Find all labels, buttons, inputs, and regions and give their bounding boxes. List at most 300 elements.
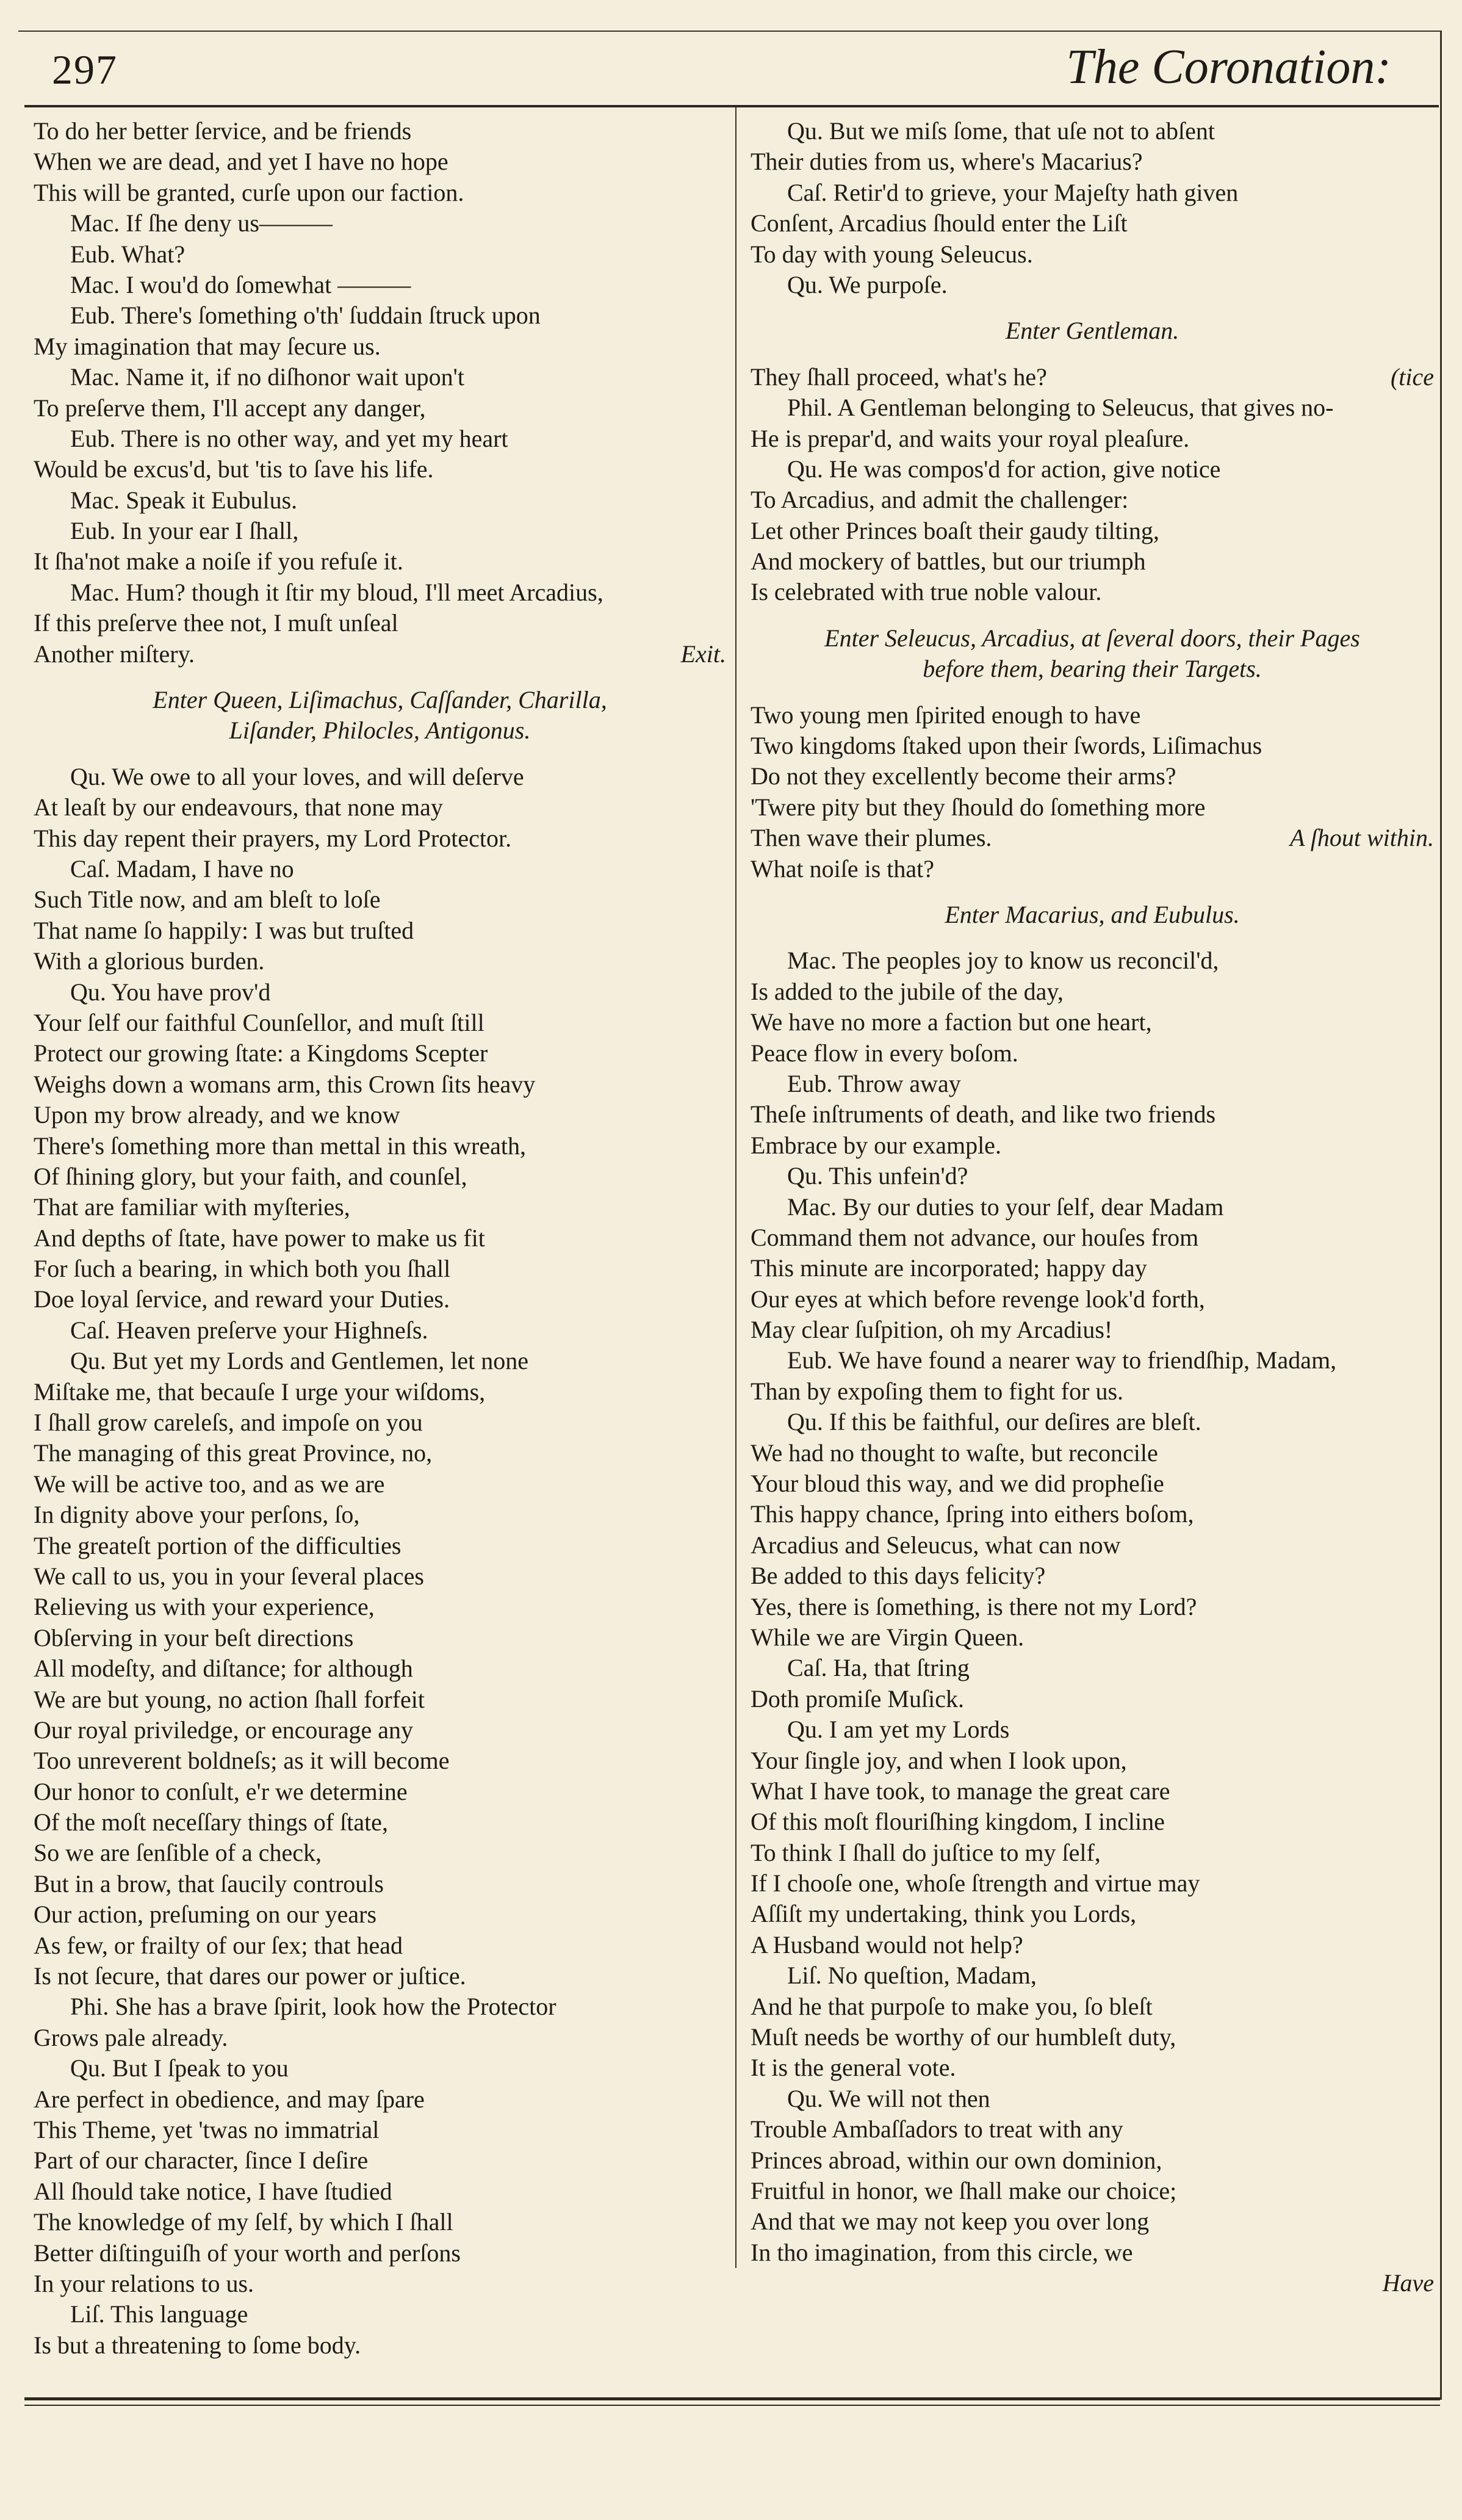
line-text: Of this moſt flouriſhing kingdom, I incline — [751, 1808, 1165, 1836]
line-text: Command them not advance, our houſes from — [751, 1223, 1199, 1251]
verse-line — [751, 1714, 1434, 1745]
stage-direction — [751, 654, 1434, 684]
verse-line — [34, 2207, 726, 2237]
line-text: We are but young, no action ſhall forfeit — [34, 1685, 425, 1713]
line-text: And depths of ſtate, have power to make us fit — [34, 1224, 485, 1252]
verse-line — [751, 1468, 1434, 1499]
verse-line — [34, 1223, 726, 1254]
stage-direction — [751, 623, 1434, 654]
line-text: Conſent, Arcadius ſhould enter the Liſt — [751, 209, 1128, 237]
line-text: A Husband would not help? — [751, 1930, 1023, 1959]
line-text: Mac. Speak it Eubulus. — [70, 486, 298, 514]
verse-line — [751, 2022, 1434, 2052]
line-text: Two young men ſpirited enough to have — [751, 701, 1141, 729]
verse-line — [34, 1161, 726, 1192]
line-text: Your ſelf our faithful Counſellor, and muſt ſtill — [34, 1008, 484, 1036]
line-text: Of the moſt neceſſary things of ſtate, — [34, 1808, 388, 1836]
right-aligned-text: Have — [1382, 2269, 1434, 2297]
line-text: For ſuch a bearing, in which both you ſhall — [34, 1255, 451, 1283]
verse-line — [34, 208, 726, 239]
line-text: My imagination that may ſecure us. — [34, 332, 381, 360]
line-text: Qu. If this be faithful, our deſires are bleſt. — [787, 1408, 1201, 1436]
verse-line — [34, 1254, 726, 1284]
verse-line — [751, 1899, 1434, 1929]
verse-line — [751, 1069, 1434, 1099]
line-text: It ſha'not make a noiſe if you refuſe it. — [34, 547, 403, 576]
line-text: Eub. Throw away — [787, 1069, 961, 1097]
verse-line — [34, 546, 726, 577]
verse-line — [751, 424, 1434, 454]
line-text: Arcadius and Seleucus, what can now — [751, 1531, 1121, 1559]
verse-line — [751, 1007, 1434, 1038]
line-text: It is the general vote. — [751, 2054, 956, 2082]
verse-line — [34, 1807, 726, 1838]
line-text: Eub. There's ſomething o'th' ſuddain ſtruck upon — [70, 301, 541, 330]
verse-line — [751, 1930, 1434, 1960]
line-text: With a glorious burden. — [34, 947, 265, 975]
line-text: Qu. We owe to all your loves, and will deſerve — [70, 762, 524, 790]
verse-line — [751, 1622, 1434, 1653]
verse-line — [751, 546, 1434, 577]
verse-line — [34, 608, 726, 638]
verse-line — [34, 1131, 726, 1161]
verse-line — [751, 1499, 1434, 1529]
verse-line — [34, 823, 726, 854]
line-text: Qu. We will not then — [787, 2084, 990, 2112]
verse-line — [751, 2145, 1434, 2176]
verse-line — [751, 854, 1434, 884]
verse-line — [34, 331, 726, 362]
line-text: Doe loyal ſervice, and reward your Duties. — [34, 1285, 450, 1313]
verse-line — [751, 700, 1434, 731]
line-text: Of ſhining glory, but your faith, and counſel, — [34, 1162, 467, 1190]
line-text: Their duties from us, where's Macarius? — [751, 148, 1143, 176]
verse-line — [751, 823, 1434, 853]
verse-line — [34, 1623, 726, 1653]
line-text: Caſ. Retir'd to grieve, your Majeſty hath given — [787, 178, 1239, 206]
line-text: Trouble Ambaſſadors to treat with any — [751, 2115, 1123, 2143]
verse-line — [34, 1961, 726, 1991]
verse-line — [34, 1930, 726, 1961]
verse-line — [34, 1438, 726, 1468]
verse-line — [34, 1653, 726, 1684]
verse-line — [751, 1192, 1434, 1222]
line-text: What I have took, to manage the great care — [751, 1777, 1170, 1805]
verse-line — [34, 915, 726, 946]
verse-line — [751, 1776, 1434, 1807]
line-text: Enter Gentleman. — [1005, 317, 1179, 345]
line-text: Qu. He was compos'd for action, give notice — [787, 455, 1221, 483]
verse-line — [34, 1777, 726, 1807]
line-text: We have no more a faction but one heart, — [751, 1008, 1152, 1036]
verse-line — [34, 2330, 726, 2361]
stage-direction — [34, 685, 726, 715]
verse-line — [751, 1284, 1434, 1315]
verse-line — [34, 577, 726, 608]
line-text: Yes, there is ſomething, is there not my Lord? — [751, 1592, 1197, 1620]
verse-line — [34, 2299, 726, 2330]
verse-line — [34, 1469, 726, 1500]
line-text: Your ſingle joy, and when I look upon, — [751, 1746, 1127, 1774]
line-text: We will be active too, and as we are — [34, 1470, 385, 1498]
line-text: Muſt needs be worthy of our humbleſt duty, — [751, 2023, 1176, 2051]
verse-line — [751, 485, 1434, 515]
verse-line — [34, 2084, 726, 2115]
line-text: Do not they excellently become their arms? — [751, 762, 1176, 790]
line-text: To Arcadius, and admit the challenger: — [751, 486, 1129, 514]
line-text: I ſhall grow careleſs, and impoſe on you — [34, 1409, 423, 1437]
verse-line — [34, 1346, 726, 1376]
line-text: before them, bearing their Targets. — [923, 655, 1262, 683]
verse-line — [34, 116, 726, 146]
line-text: Our action, preſuming on our years — [34, 1901, 377, 1929]
line-text: Than by expoſing them to fight for us. — [751, 1377, 1124, 1405]
line-text: At leaſt by our endeavours, that none may — [34, 793, 443, 821]
verse-line — [34, 1899, 726, 1930]
verse-line — [751, 1161, 1434, 1191]
verse-line — [751, 1530, 1434, 1561]
verse-line — [34, 1100, 726, 1130]
line-text: Mac. If ſhe deny us——— — [70, 209, 333, 237]
line-text: Another miſtery. — [34, 640, 195, 668]
line-text: Obſerving in your beſt directions — [34, 1623, 354, 1652]
line-text: Qu. I am yet my Lords — [787, 1716, 1010, 1744]
page-header — [24, 34, 1440, 107]
line-text: What noiſe is that? — [751, 854, 935, 883]
line-text: Qu. You have prov'd — [70, 978, 271, 1006]
line-text: Our honor to conſult, e'r we determine — [34, 1777, 408, 1805]
verse-line — [34, 2115, 726, 2145]
line-text: Enter Queen, Liſimachus, Caſſander, Charilla, — [153, 686, 607, 714]
line-text: Eub. There is no other way, and yet my heart — [70, 424, 508, 452]
verse-line — [34, 1838, 726, 1868]
line-text: This Theme, yet 'twas no immatrial — [34, 2116, 380, 2143]
line-text: So we are ſenſible of a check, — [34, 1839, 322, 1867]
line-text: Eub. In your ear I ſhall, — [70, 517, 299, 545]
verse-line — [751, 2268, 1434, 2298]
line-text: In dignity above your perſons, ſo, — [34, 1501, 360, 1529]
verse-line — [34, 146, 726, 177]
verse-line — [34, 2238, 726, 2269]
verse-line — [751, 2206, 1434, 2237]
line-text: He is prepar'd, and waits your royal pleaſure. — [751, 424, 1190, 452]
verse-line — [751, 116, 1434, 146]
line-text: Better diſtinguiſh of your worth and perſons — [34, 2239, 461, 2267]
verse-line — [34, 2053, 726, 2084]
line-text: Qu. This unfein'd? — [787, 1162, 968, 1190]
page-number: 297 — [52, 46, 118, 93]
verse-line — [34, 1284, 726, 1315]
verse-line — [751, 945, 1434, 976]
line-text: The greateſt portion of the difficulties — [34, 1531, 402, 1559]
verse-line — [34, 2145, 726, 2176]
verse-line — [751, 1561, 1434, 1591]
header-rule — [24, 105, 1439, 107]
verse-line — [34, 884, 726, 915]
verse-line — [34, 1407, 726, 1438]
verse-line — [751, 2114, 1434, 2145]
verse-line — [751, 516, 1434, 546]
verse-line — [751, 454, 1434, 485]
verse-line — [34, 1592, 726, 1622]
line-text: The managing of this great Province, no, — [34, 1439, 433, 1467]
verse-line — [751, 270, 1434, 300]
bottom-rule — [24, 2397, 1440, 2400]
verse-line — [751, 1407, 1434, 1437]
verse-line — [34, 1192, 726, 1222]
verse-line — [751, 1991, 1434, 2022]
line-text: This happy chance, ſpring into eithers boſom, — [751, 1500, 1194, 1528]
verse-line — [751, 2084, 1434, 2114]
line-text: Would be excus'd, but 'tis to ſave his life. — [34, 455, 434, 483]
verse-line — [751, 1345, 1434, 1376]
verse-line — [34, 424, 726, 454]
line-text: To day with young Seleucus. — [751, 240, 1033, 268]
verse-line — [34, 639, 726, 670]
line-text: Aſſiſt my undertaking, think you Lords, — [751, 1900, 1137, 1928]
verse-line — [751, 977, 1434, 1007]
line-text: Princes abroad, within our own dominion, — [751, 2146, 1162, 2174]
line-text: Phi. She has a brave ſpirit, look how the Protector — [70, 1993, 556, 2021]
right-aligned-text: A ſhout within. — [1290, 824, 1434, 852]
line-text: Liſ. This language — [70, 2300, 248, 2328]
line-text: Two kingdoms ſtaked upon their ſwords, Liſimachus — [751, 732, 1262, 760]
line-text: In your relations to us. — [34, 2269, 254, 2297]
column-divider — [735, 107, 736, 2268]
line-text: Mac. Hum? though it ſtir my bloud, I'll meet Arcadius, — [70, 578, 603, 606]
line-text: We call to us, you in your ſeveral places — [34, 1562, 424, 1590]
line-text: Qu. We purpoſe. — [787, 270, 948, 298]
line-text: Too unreverent boldneſs; as it will become — [34, 1747, 450, 1775]
verse-line — [751, 1253, 1434, 1283]
line-text: Is not ſecure, that dares our power or juſtice. — [34, 1962, 466, 1990]
verse-line — [34, 1531, 726, 1561]
verse-line — [34, 516, 726, 546]
verse-line — [751, 1130, 1434, 1161]
line-text: Qu. But yet my Lords and Gentlemen, let none — [70, 1347, 528, 1375]
line-text: Miſtake me, that becauſe I urge your wiſdoms, — [34, 1377, 486, 1406]
right-aligned-text: (tice — [1390, 363, 1434, 391]
line-text: Upon my brow already, and we know — [34, 1101, 400, 1129]
right-aligned-text: Exit. — [680, 640, 726, 668]
line-text: They ſhall proceed, what's he? — [751, 363, 1047, 391]
line-text: When we are dead, and yet I have no hope — [34, 148, 448, 176]
line-text: Are perfect in obedience, and may ſpare — [34, 2085, 425, 2113]
line-text: We had no thought to waſte, but reconcile — [751, 1439, 1158, 1467]
verse-line — [751, 1653, 1434, 1683]
verse-line — [751, 2176, 1434, 2206]
line-text: And he that purpoſe to make you, ſo bleſt — [751, 1992, 1153, 2020]
line-text: Phil. A Gentleman belonging to Seleucus, that gives no- — [787, 394, 1334, 422]
blank-line — [34, 746, 726, 762]
line-text: There's ſomething more than mettal in this wreath, — [34, 1132, 526, 1160]
verse-line — [751, 1592, 1434, 1622]
bottom-rule-thin — [24, 2405, 1440, 2406]
line-text: Our royal priviledge, or encourage any — [34, 1716, 413, 1744]
stage-direction — [751, 900, 1434, 930]
line-text: Be added to this days felicity? — [751, 1562, 1046, 1590]
verse-line — [751, 1222, 1434, 1253]
blank-line — [751, 930, 1434, 945]
verse-line — [34, 485, 726, 516]
verse-line — [751, 1438, 1434, 1468]
line-text: Then wave their plumes. — [751, 824, 992, 852]
verse-line — [34, 1008, 726, 1038]
line-text: That are familiar with myſteries, — [34, 1193, 350, 1221]
verse-line — [751, 392, 1434, 423]
line-text: To think I ſhall do juſtice to my ſelf, — [751, 1838, 1101, 1866]
verse-line — [751, 1315, 1434, 1345]
verse-line — [34, 2269, 726, 2299]
line-text: Mac. I wou'd do ſomewhat ——— — [70, 270, 411, 298]
line-text: This minute are incorporated; happy day — [751, 1254, 1147, 1282]
verse-line — [751, 1684, 1434, 1714]
verse-line — [751, 761, 1434, 792]
line-text: Enter Seleucus, Arcadius, at ſeveral doors, their Pages — [824, 624, 1360, 652]
line-text: Is celebrated with true noble valour. — [751, 578, 1102, 606]
line-text: This day repent their prayers, my Lord Protector. — [34, 824, 512, 852]
blank-line — [751, 608, 1434, 623]
verse-line — [34, 1991, 726, 2022]
line-text: Embrace by our example. — [751, 1131, 1001, 1159]
verse-line — [34, 946, 726, 977]
line-text: Weighs down a womans arm, this Crown ſits heavy — [34, 1070, 536, 1098]
verse-line — [751, 208, 1434, 239]
verse-line — [34, 1684, 726, 1715]
verse-line — [34, 1715, 726, 1746]
verse-line — [34, 762, 726, 792]
verse-line — [34, 792, 726, 823]
line-text: Your bloud this way, and we did propheſie — [751, 1470, 1164, 1498]
verse-line — [34, 1069, 726, 1100]
verse-line — [751, 1868, 1434, 1899]
verse-line — [751, 1960, 1434, 1991]
line-text: All modeſty, and diſtance; for although — [34, 1655, 413, 1683]
line-text: Qu. But we miſs ſome, that uſe not to abſent — [787, 117, 1215, 145]
line-text: Qu. But I ſpeak to you — [70, 2054, 289, 2082]
verse-line — [34, 1315, 726, 1346]
right-column — [751, 116, 1434, 2299]
verse-line — [751, 239, 1434, 270]
verse-line — [34, 300, 726, 331]
line-text: All ſhould take notice, I have ſtudied — [34, 2177, 392, 2205]
blank-line — [751, 300, 1434, 316]
verse-line — [751, 2052, 1434, 2083]
verse-line — [34, 854, 726, 884]
line-text: Liſ. No queſtion, Madam, — [787, 1962, 1037, 1990]
line-text: Our eyes at which before revenge look'd forth, — [751, 1285, 1205, 1313]
line-text: And that we may not keep you over long — [751, 2208, 1150, 2236]
verse-line — [751, 1099, 1434, 1130]
verse-line — [34, 1561, 726, 1592]
verse-line — [34, 1869, 726, 1899]
line-text: Such Title now, and am bleſt to loſe — [34, 886, 381, 914]
verse-line — [34, 178, 726, 208]
line-text: As few, or frailty of our ſex; that head — [34, 1931, 403, 1959]
verse-line — [34, 1377, 726, 1407]
line-text: Relieving us with your experience, — [34, 1593, 375, 1621]
running-title: The Coronation: — [1066, 40, 1391, 94]
verse-line — [34, 2176, 726, 2207]
line-text: Doth promiſe Muſick. — [751, 1684, 964, 1713]
verse-line — [751, 792, 1434, 823]
stage-direction — [751, 316, 1434, 346]
verse-line — [34, 270, 726, 300]
line-text: Theſe inſtruments of death, and like two friends — [751, 1100, 1216, 1128]
line-text: To do her better ſervice, and be friends — [34, 117, 412, 145]
line-text: Mac. The peoples joy to know us reconcil'd, — [787, 947, 1219, 975]
verse-line — [751, 1838, 1434, 1868]
line-text: 'Twere pity but they ſhould do ſomething more — [751, 793, 1206, 821]
line-text: Protect our growing ſtate: a Kingdoms Scepter — [34, 1039, 488, 1067]
verse-line — [751, 146, 1434, 177]
line-text: In tho imagination, from this circle, we — [751, 2238, 1133, 2266]
line-text: If this preſerve thee not, I muſt unſeal — [34, 609, 398, 637]
line-text: This will be granted, curſe upon our faction. — [34, 178, 464, 206]
blank-line — [751, 347, 1434, 362]
line-text: The knowledge of my ſelf, by which I ſhall — [34, 2208, 453, 2236]
blank-line — [751, 685, 1434, 700]
line-text: Is added to the jubile of the day, — [751, 977, 1064, 1005]
left-column — [34, 116, 726, 2361]
stage-direction — [34, 715, 726, 746]
line-text: Grows pale already. — [34, 2023, 228, 2051]
verse-line — [751, 731, 1434, 761]
verse-line — [34, 362, 726, 392]
line-text: That name ſo happily: I was but truſted — [34, 916, 414, 944]
line-text: But in a brow, that ſaucily controuls — [34, 1869, 384, 1897]
line-text: Eub. We have found a nearer way to friendſhip, Madam, — [787, 1346, 1337, 1374]
blank-line — [751, 884, 1434, 900]
verse-line — [751, 1038, 1434, 1069]
blank-line — [34, 670, 726, 685]
verse-line — [34, 239, 726, 270]
line-text: Caſ. Madam, I have no — [70, 854, 294, 883]
line-text: Enter Macarius, and Eubulus. — [945, 900, 1240, 928]
verse-line — [34, 1746, 726, 1776]
verse-line — [751, 1807, 1434, 1837]
line-text: Caſ. Ha, that ſtring — [787, 1654, 970, 1682]
line-text: And mockery of battles, but our triumph — [751, 547, 1146, 576]
line-text: Mac. Name it, if no diſhonor wait upon't — [70, 363, 464, 391]
line-text: To preſerve them, I'll accept any danger, — [34, 394, 426, 422]
line-text: Is but a threatening to ſome body. — [34, 2331, 361, 2359]
verse-line — [34, 977, 726, 1008]
line-text: Eub. What? — [70, 240, 185, 268]
verse-line — [34, 1038, 726, 1069]
line-text: Fruitful in honor, we ſhall make our choice; — [751, 2177, 1177, 2204]
line-text: While we are Virgin Queen. — [751, 1623, 1024, 1651]
verse-line — [34, 454, 726, 485]
verse-line — [34, 2023, 726, 2053]
line-text: Peace flow in every boſom. — [751, 1039, 1018, 1067]
verse-line — [751, 2237, 1434, 2268]
line-text: Liſander, Philocles, Antigonus. — [229, 717, 531, 745]
line-text: Part of our character, ſince I deſire — [34, 2146, 369, 2175]
line-text: If I chooſe one, whoſe ſtrength and virtue may — [751, 1869, 1200, 1897]
verse-line — [34, 1500, 726, 1530]
line-text: Let other Princes boaſt their gaudy tilting, — [751, 516, 1159, 544]
line-text: Mac. By our duties to your ſelf, dear Madam — [787, 1193, 1224, 1221]
line-text: May clear ſuſpition, oh my Arcadius! — [751, 1316, 1113, 1344]
verse-line — [751, 1376, 1434, 1407]
verse-line — [34, 393, 726, 424]
line-text: Caſ. Heaven preſerve your Highneſs. — [70, 1316, 428, 1344]
verse-line — [751, 362, 1434, 392]
verse-line — [751, 577, 1434, 607]
verse-line — [751, 178, 1434, 208]
verse-line — [751, 1746, 1434, 1776]
